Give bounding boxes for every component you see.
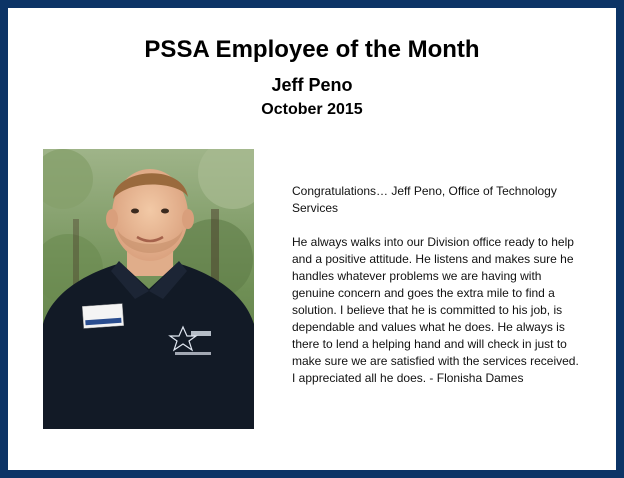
congratulations-line: Congratulations… Jeff Peno, Office of Technology Services [292, 184, 557, 215]
testimonial-block [292, 183, 582, 404]
employee-name: Jeff Peno [271, 75, 353, 95]
employee-photo [43, 149, 254, 429]
announcement-card [8, 8, 616, 470]
award-month: October 2015 [261, 101, 363, 118]
testimonial-text: He always walks into our Division office ready to help and a positive attitude. He listens and makes sure he handles whatever problems we are having with genuine concern and goes the extra mile to find a solution. I believe that he is committed to his job, is dependable and values what he does. He always is there to lend a helping hand and will check in just to make sure we are satisfied with the services received. I appreciated all he does. - Flonisha Dames [292, 235, 579, 385]
page-title: PSSA Employee of the Month [144, 36, 480, 63]
